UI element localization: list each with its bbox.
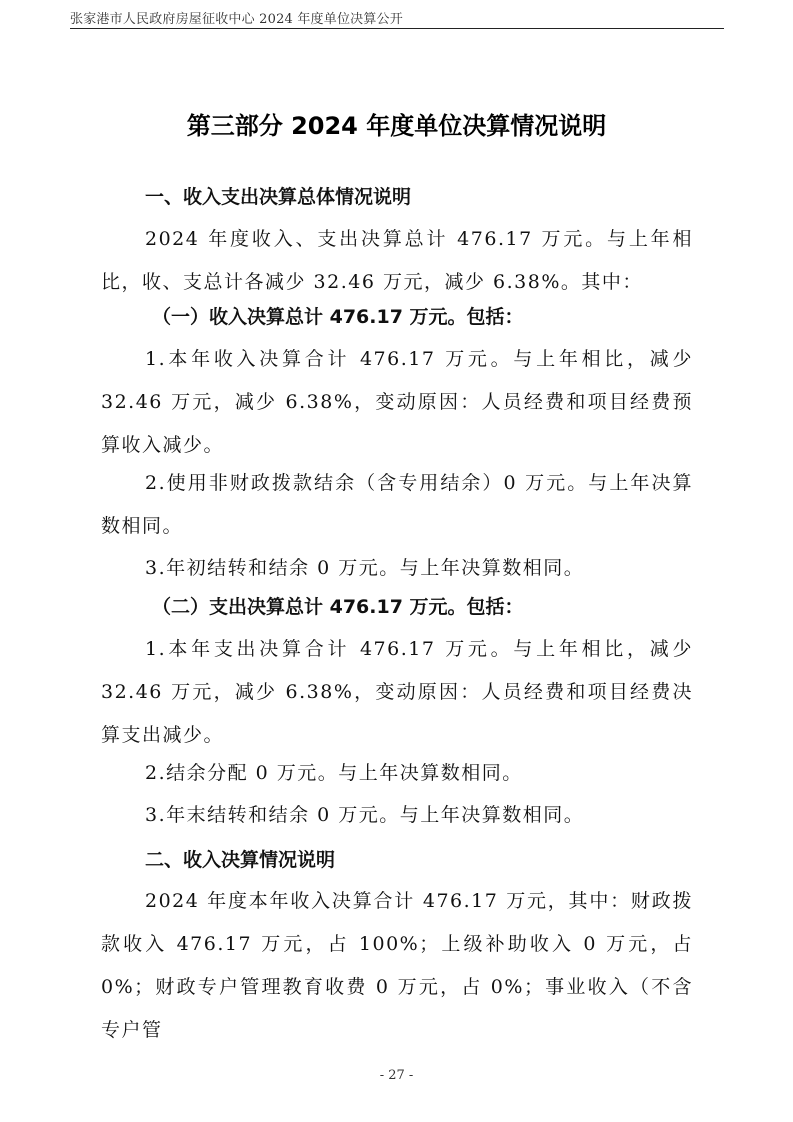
header-divider [70,28,724,29]
expense-item-3: 3.年末结转和结余 0 万元。与上年决算数相同。 [145,804,585,826]
running-header: 张家港市人民政府房屋征收中心 2024 年度单位决算公开 [70,12,403,27]
section-2-paragraph: 2024 年度本年收入决算合计 476.17 万元，其中：财政拨款收入 476.17 万元，占 100%；上级补助收入 0 万元，占 0%；财政专户管理教育收费 0 万元，占 0%；事业收入（不含专户管 [101,890,693,1041]
subsection-heading-2: （二）支出决算总计 476.17 万元。包括： [152,596,524,618]
subsection-heading-1: （一）收入决算总计 476.17 万元。包括： [152,306,524,328]
income-item-1: 1.本年收入决算合计 476.17 万元。与上年相比，减少 32.46 万元，减少 6.38%，变动原因：人员经费和项目经费预算收入减少。 [101,348,693,456]
income-item-2: 2.使用非财政拨款结余（含专用结余）0 万元。与上年决算数相同。 [101,472,693,537]
page-number: - 27 - [379,1068,414,1083]
section-heading-2: 二、收入决算情况说明 [145,849,336,871]
expense-item-1: 1.本年支出决算合计 476.17 万元。与上年相比，减少 32.46 万元，减少 6.38%，变动原因：人员经费和项目经费决算支出减少。 [101,638,693,746]
income-item-3: 3.年初结转和结余 0 万元。与上年决算数相同。 [145,557,585,579]
page-title: 第三部分 2024 年度单位决算情况说明 [186,112,607,140]
expense-item-2: 2.结余分配 0 万元。与上年决算数相同。 [145,762,523,784]
section-heading-1: 一、收入支出决算总体情况说明 [145,186,412,208]
section-1-paragraph: 2024 年度收入、支出决算总计 476.17 万元。与上年相比，收、支总计各减少 32.46 万元，减少 6.38%。其中： [101,228,693,293]
